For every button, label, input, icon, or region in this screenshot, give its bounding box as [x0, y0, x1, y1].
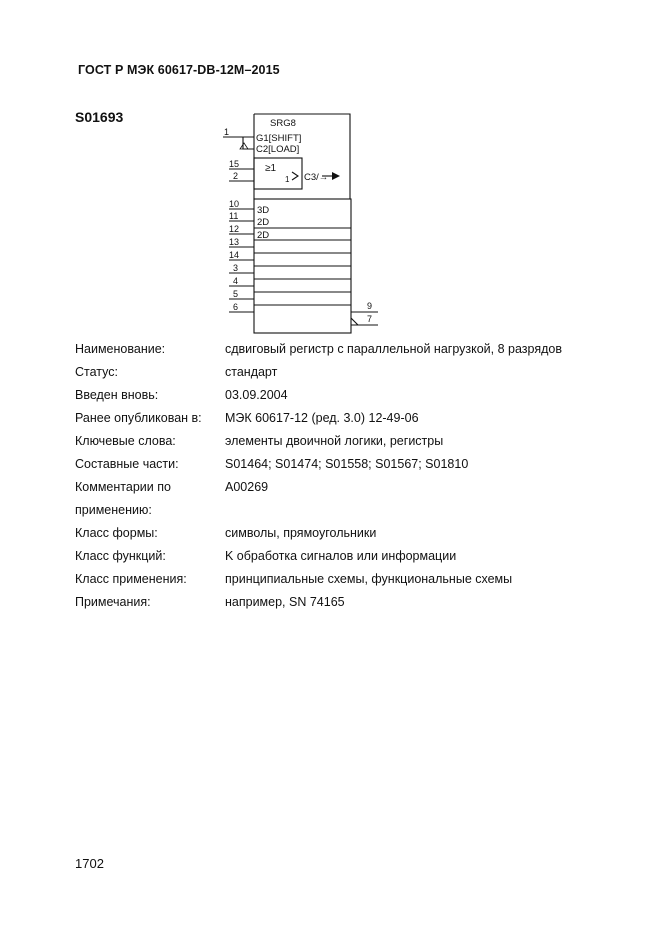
block-label: SRG8 [270, 118, 296, 129]
property-value: символы, прямоугольники [225, 526, 377, 540]
property-value: принципиальные схемы, функциональные схемы [225, 572, 513, 586]
property-row [75, 384, 635, 407]
property-row [75, 407, 635, 430]
property-value: 03.09.2004 [225, 388, 288, 402]
property-label: Наименование: [75, 342, 166, 356]
property-value: A00269 [225, 480, 269, 494]
clock-label: C3/→ [304, 172, 329, 183]
property-label: Ключевые слова: [75, 434, 176, 448]
symbol-code: S01693 [75, 109, 124, 125]
pin-cell: 4 [233, 276, 239, 286]
or-gate-output-number: 1 [285, 175, 290, 184]
property-label: Введен вновь: [75, 388, 159, 402]
pin-cell: 14 [229, 250, 240, 260]
pin-or-b: 2 [233, 171, 239, 181]
or-gate-symbol: ≥1 [265, 163, 277, 174]
property-row [75, 522, 635, 545]
property-label: Ранее опубликован в: [75, 411, 202, 425]
property-row [75, 591, 635, 614]
pin-cell: 13 [229, 237, 240, 247]
document-header: ГОСТ Р МЭК 60617-DB-12M–2015 [78, 63, 280, 77]
pin-cell: 3 [233, 263, 239, 273]
property-row [75, 338, 635, 361]
property-value: стандарт [225, 365, 278, 379]
cell-label-2d: 2D [257, 217, 270, 228]
property-value: K обработка сигналов или информации [225, 549, 457, 563]
property-label: Комментарии по применению: [75, 480, 171, 517]
property-row [75, 453, 635, 476]
control-line-shift: G1[SHIFT] [256, 133, 302, 144]
property-value: сдвиговый регистр с параллельной нагрузкой, 8 разрядов [225, 342, 562, 356]
page-number: 1702 [75, 856, 104, 871]
property-label: Класс функций: [75, 549, 166, 563]
property-label: Статус: [75, 365, 118, 379]
property-value: например, SN 74165 [225, 595, 345, 609]
pin-cell: 5 [233, 289, 239, 299]
properties-table [75, 338, 635, 614]
property-label: Класс применения: [75, 572, 187, 586]
property-row [75, 568, 635, 591]
property-row [75, 545, 635, 568]
pin-cell: 6 [233, 302, 239, 312]
property-row [75, 361, 635, 384]
pin-output: 7 [367, 314, 373, 324]
pin-cell: 10 [229, 199, 240, 209]
pin-output: 9 [367, 301, 373, 311]
pin-cell: 12 [229, 224, 240, 234]
pin-shift: 1 [224, 127, 230, 137]
cell-label-2d: 2D [257, 230, 270, 241]
property-row [75, 430, 635, 453]
property-value: S01464; S01474; S01558; S01567; S01810 [225, 457, 469, 471]
property-label: Класс формы: [75, 526, 158, 540]
property-value: МЭК 60617-12 (ред. 3.0) 12-49-06 [225, 411, 419, 425]
pin-cell: 11 [229, 211, 239, 221]
cell-label-3d: 3D [257, 205, 270, 216]
property-value: элементы двоичной логики, регистры [225, 434, 444, 448]
control-line-load: C2[LOAD] [256, 144, 300, 155]
pin-or-a: 15 [229, 159, 240, 169]
property-label: Примечания: [75, 595, 151, 609]
property-label: Составные части: [75, 457, 179, 471]
property-row [75, 476, 635, 522]
